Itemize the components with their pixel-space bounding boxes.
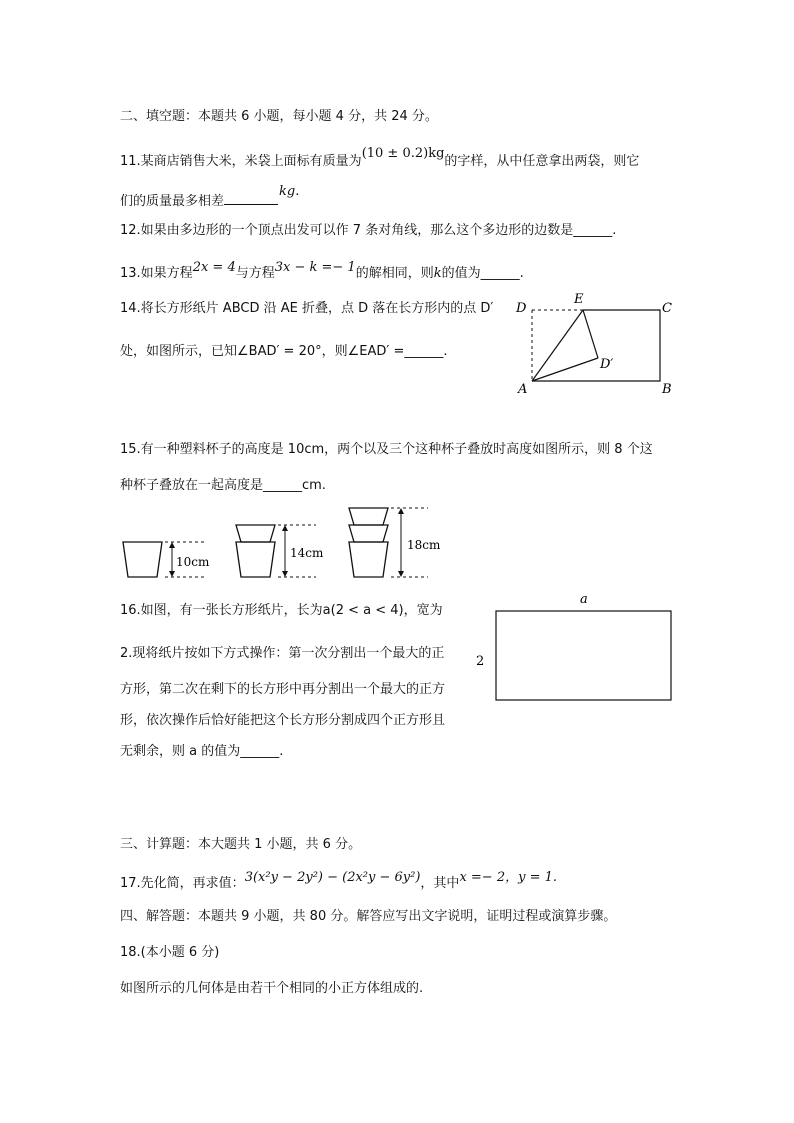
- q16-label-2: 2: [476, 654, 485, 669]
- section-2-heading: 二、填空题：本题共 6 小题，每小题 4 分，共 24 分。: [120, 109, 438, 124]
- question-16-line-4: 形，依次操作后恰好能把这个长方形分割成四个正方形且: [120, 713, 446, 728]
- q17-condition: x =− 2，y = 1.: [459, 870, 557, 885]
- q16-paper-rectangle: [496, 611, 671, 700]
- q13-equation-1: 2x = 4: [192, 260, 236, 275]
- q17-expression: 3(x²y − 2y²) − (2x²y − 6y²): [244, 870, 421, 885]
- q15-label-14cm: 14cm: [290, 546, 324, 560]
- question-16-line-3: 方形，第二次在剩下的长方形中再分割出一个最大的正方: [120, 682, 446, 697]
- question-17: [120, 872, 557, 891]
- q13-equation-2: 3x − k =− 1: [274, 260, 356, 275]
- question-14-line-1: 14.将长方形纸片 ABCD 沿 AE 折叠，点 D 落在长方形内的点 D′: [120, 301, 494, 316]
- q14-label-E: E: [574, 292, 584, 307]
- question-18-title: 18.(本小题 6 分): [120, 945, 220, 960]
- q13-text-a: 13.如果方程: [120, 266, 193, 281]
- q13-text-d: 的值为______.: [441, 266, 524, 281]
- question-16-line-5: 无剩余，则 a 的值为______.: [120, 744, 284, 759]
- q13-text-c: 的解相同，则: [355, 266, 434, 281]
- q14-label-D: D: [516, 301, 527, 316]
- question-18-text: 如图所示的几何体是由若干个相同的小正方体组成的.: [120, 981, 424, 996]
- question-12: 12.如果由多边形的一个顶点出发可以作 7 条对角线，那么这个多边形的边数是______.: [120, 223, 617, 238]
- q14-label-A: A: [518, 382, 528, 397]
- question-16-line-1: 16.如图，有一张长方形纸片，长为a(2 < a < 4)，宽为: [120, 603, 443, 618]
- q11-unit: kg.: [279, 184, 300, 199]
- question-16-line-2: 2.现将纸片按如下方式操作：第一次分割出一个最大的正: [120, 646, 445, 661]
- q14-label-B: B: [662, 382, 672, 397]
- q17-text-b: ，其中: [420, 876, 460, 891]
- section-3-heading: 三、计算题：本大题共 1 小题，共 6 分。: [120, 837, 362, 852]
- q11-mass-expression: (10 ± 0.2)kg: [361, 146, 445, 161]
- question-14-line-2: 处，如图所示，已知∠BAD′ = 20°，则∠EAD′ =______.: [120, 344, 448, 359]
- question-15-line-2: 种杯子叠放在一起高度是______cm.: [120, 478, 326, 493]
- q14-label-C: C: [662, 301, 672, 316]
- q15-label-10cm: 10cm: [176, 555, 210, 569]
- q11-text-a: 11.某商店销售大米，米袋上面标有质量为: [120, 154, 362, 169]
- q11-text-b: 的字样，从中任意拿出两袋，则它: [444, 154, 640, 169]
- q13-variable-k: k: [433, 266, 442, 281]
- section-4-heading: 四、解答题：本题共 9 小题，共 80 分。解答应写出文字说明，证明过程或演算步骤。: [120, 909, 617, 924]
- q17-text-a: 17.先化简，再求值：: [120, 876, 245, 891]
- q15-label-18cm: 18cm: [407, 538, 441, 552]
- q11-line-2-text: 们的质量最多相差: [120, 194, 225, 209]
- question-15-line-1: 15.有一种塑料杯子的高度是 10cm，两个以及三个这种杯子叠放时高度如图所示，则 8 个这: [120, 442, 653, 457]
- q14-label-D-prime: D′: [600, 357, 614, 372]
- q16-label-a: a: [580, 592, 588, 607]
- q13-text-b: 与方程: [235, 266, 275, 281]
